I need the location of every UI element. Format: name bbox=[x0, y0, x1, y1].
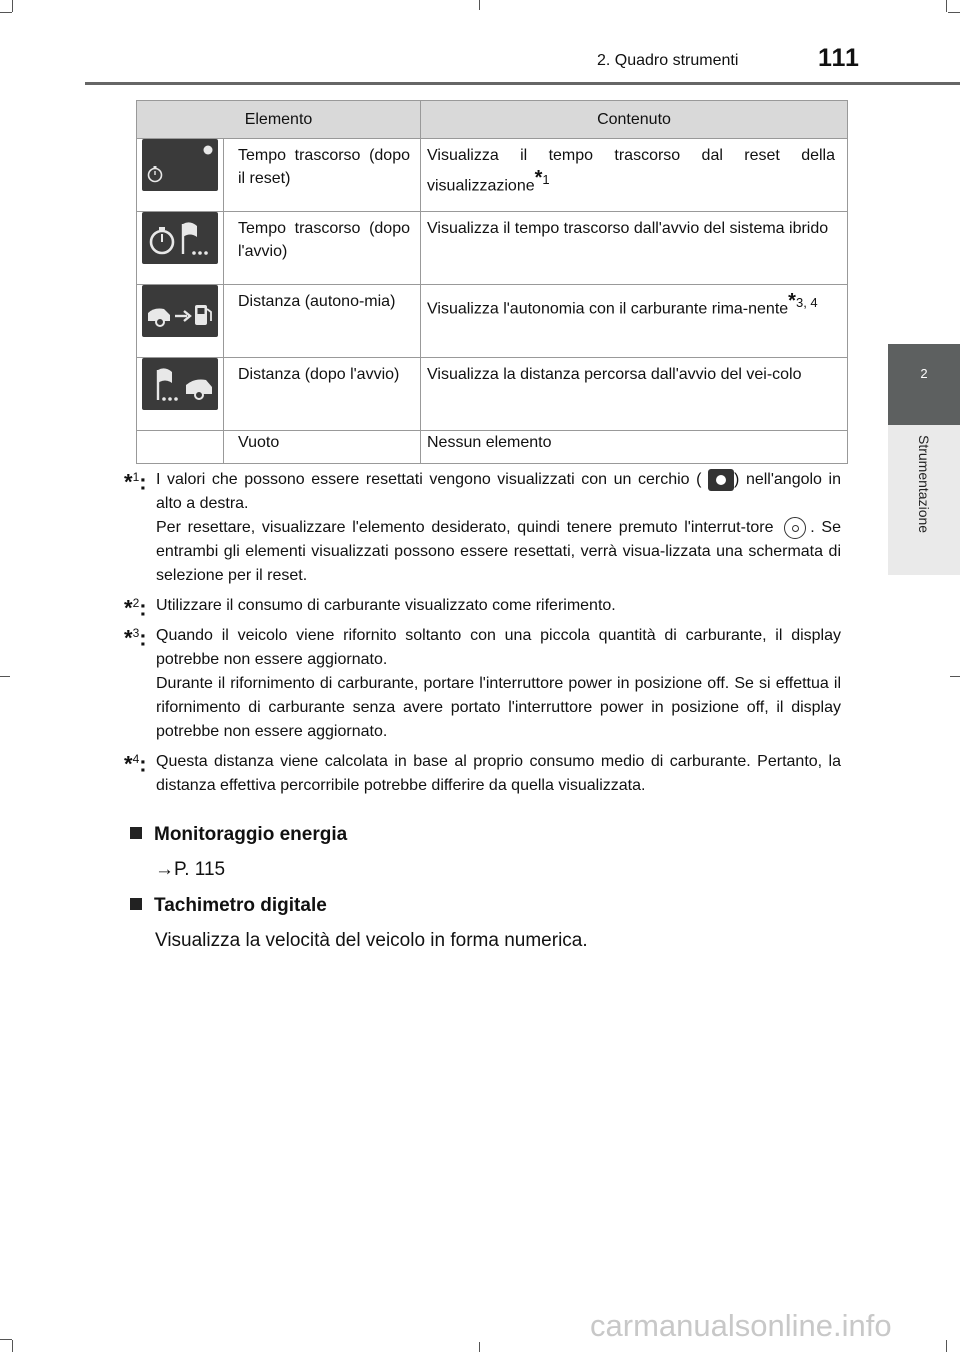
section-heading-digital-speedometer: Tachimetro digitale bbox=[130, 895, 327, 917]
crop-mark bbox=[0, 1339, 12, 1340]
item-content: Nessun elemento bbox=[421, 431, 848, 464]
crop-mark bbox=[0, 12, 12, 13]
watermark: carmanualsonline.info bbox=[590, 1308, 892, 1343]
car-fuel-pump-icon bbox=[142, 285, 218, 337]
crop-mark bbox=[12, 0, 13, 12]
item-content: Visualizza la distanza percorsa dall'avvio del vei-colo bbox=[421, 358, 848, 431]
square-bullet-icon bbox=[130, 898, 142, 910]
table-row bbox=[137, 212, 848, 285]
item-content: Visualizza l'autonomia con il carburante rima-nente bbox=[427, 300, 789, 318]
chapter-number: 2 bbox=[920, 366, 928, 381]
flag-car-icon bbox=[142, 358, 218, 410]
page-reference: →P. 115 bbox=[155, 859, 226, 880]
item-name: Tempo trascorso (dopo l'avvio) bbox=[224, 212, 421, 285]
table-row bbox=[137, 358, 848, 431]
footnote-text: Utilizzare il consumo di carburante visualizzato come riferimento. bbox=[156, 597, 616, 614]
footnote-1: *$^1$: I valori che possono essere resettati vengono visualizzati con un cerchio ( ) nell'angolo in alto a destra. Per resettare, visualizzare l'elemento desiderato, quindi tenere premuto l'interrut-tore . Se entrambi gli elementi visualizzati possono essere resettati, verrà visua-lizzata una schermata di selezione per il reset. bbox=[124, 469, 842, 584]
table-row: Distanza (autono-mia) Visualizza l'autonomia con il carburante rima-nente$^{*3, 4}$ bbox=[137, 285, 848, 358]
crop-mark bbox=[0, 676, 10, 677]
stopwatch-flag-icon bbox=[142, 212, 218, 264]
footnote-text: Per resettare, visualizzare l'elemento desiderato, quindi tenere premuto l'interrut-tore bbox=[156, 519, 774, 536]
footnote-text: Questa distanza viene calcolata in base al proprio consumo medio di carburante. Pertanto, la distanza effettiva percorribile potrebbe differire da quella visualizzata. bbox=[156, 753, 841, 794]
item-content: Visualizza il tempo trascorso dal reset della visualizzazione bbox=[427, 147, 835, 195]
footnotes bbox=[124, 468, 841, 804]
item-name: Vuoto bbox=[224, 431, 421, 464]
page-number: 111 bbox=[818, 44, 860, 72]
footnote-3: *$^3$: Quando il veicolo viene rifornito soltanto con una piccola quantità di carburante, il display potrebbe non essere aggiornato. Durante il rifornimento di carburante, portare l'interruttore power in posizione off. Se si effettua il rifornimento di carburante senza avere portato l'interruttore power in posizione off, il display potrebbe non essere aggiornato. bbox=[124, 624, 841, 744]
crop-mark bbox=[946, 1340, 947, 1352]
chapter-tab bbox=[888, 344, 960, 425]
stopwatch-dot-icon bbox=[142, 139, 218, 191]
item-content: Visualizza il tempo trascorso dall'avvio del sistema ibrido bbox=[421, 212, 848, 285]
footnote-text: Quando il veicolo viene rifornito soltanto con una piccola quantità di carburante, il display potrebbe non essere aggiornato. bbox=[156, 627, 841, 668]
footnote-text: Durante il rifornimento di carburante, portare l'interruttore power in posizione off. Se si effettua il rifornimento di carburante senza avere portato l'interruttore power in posizione off, il display potrebbe non essere aggiornato. bbox=[156, 675, 841, 740]
section-heading-energy-monitor: Monitoraggio energia bbox=[130, 824, 347, 846]
crop-mark bbox=[479, 1342, 480, 1352]
footnote-4: *$^4$: Questa distanza viene calcolata in base al proprio consumo medio di carburante. Pertanto, la distanza effettiva percorribile potrebbe differire da quella visualizzata. bbox=[124, 750, 841, 798]
reset-circle-icon bbox=[708, 469, 734, 491]
footnote-text: ) nell'angolo in alto a destra. bbox=[156, 471, 841, 512]
item-name: Distanza (autono-mia) bbox=[224, 285, 421, 358]
square-bullet-icon bbox=[130, 827, 142, 839]
footnote-text: . Se entrambi gli elementi visualizzati possono essere resettati, verrà visua-lizzata una schermata di selezione per il reset. bbox=[156, 519, 842, 584]
chapter-label: Strumentazione bbox=[916, 435, 932, 534]
crop-mark bbox=[946, 0, 947, 12]
footnote-text: I valori che possono essere resettati vengono visualizzati con un cerchio ( bbox=[156, 471, 702, 488]
table-header-row bbox=[137, 101, 848, 139]
crop-mark bbox=[950, 676, 960, 677]
crop-mark bbox=[12, 1340, 13, 1352]
table-row: Tempo trascorso (dopo il reset) Visualizza il tempo trascorso dal reset della visualizzazione$^{*1}$ bbox=[137, 139, 848, 212]
column-header-contenuto: Contenuto bbox=[421, 101, 848, 139]
header-rule bbox=[85, 82, 960, 85]
footnote-2: *$^2$: Utilizzare il consumo di carburante visualizzato come riferimento. bbox=[124, 594, 841, 618]
crop-mark bbox=[479, 0, 480, 10]
items-table bbox=[136, 100, 848, 464]
switch-button-icon bbox=[784, 517, 806, 539]
section-title: 2. Quadro strumenti bbox=[597, 52, 739, 69]
item-name: Tempo trascorso (dopo il reset) bbox=[224, 139, 421, 212]
column-header-elemento: Elemento bbox=[137, 101, 421, 139]
arrow-icon: → bbox=[155, 859, 174, 880]
table-row bbox=[137, 431, 848, 464]
item-name: Distanza (dopo l'avvio) bbox=[224, 358, 421, 431]
section-body: Visualizza la velocità del veicolo in forma numerica. bbox=[155, 930, 588, 951]
crop-mark bbox=[948, 12, 960, 13]
